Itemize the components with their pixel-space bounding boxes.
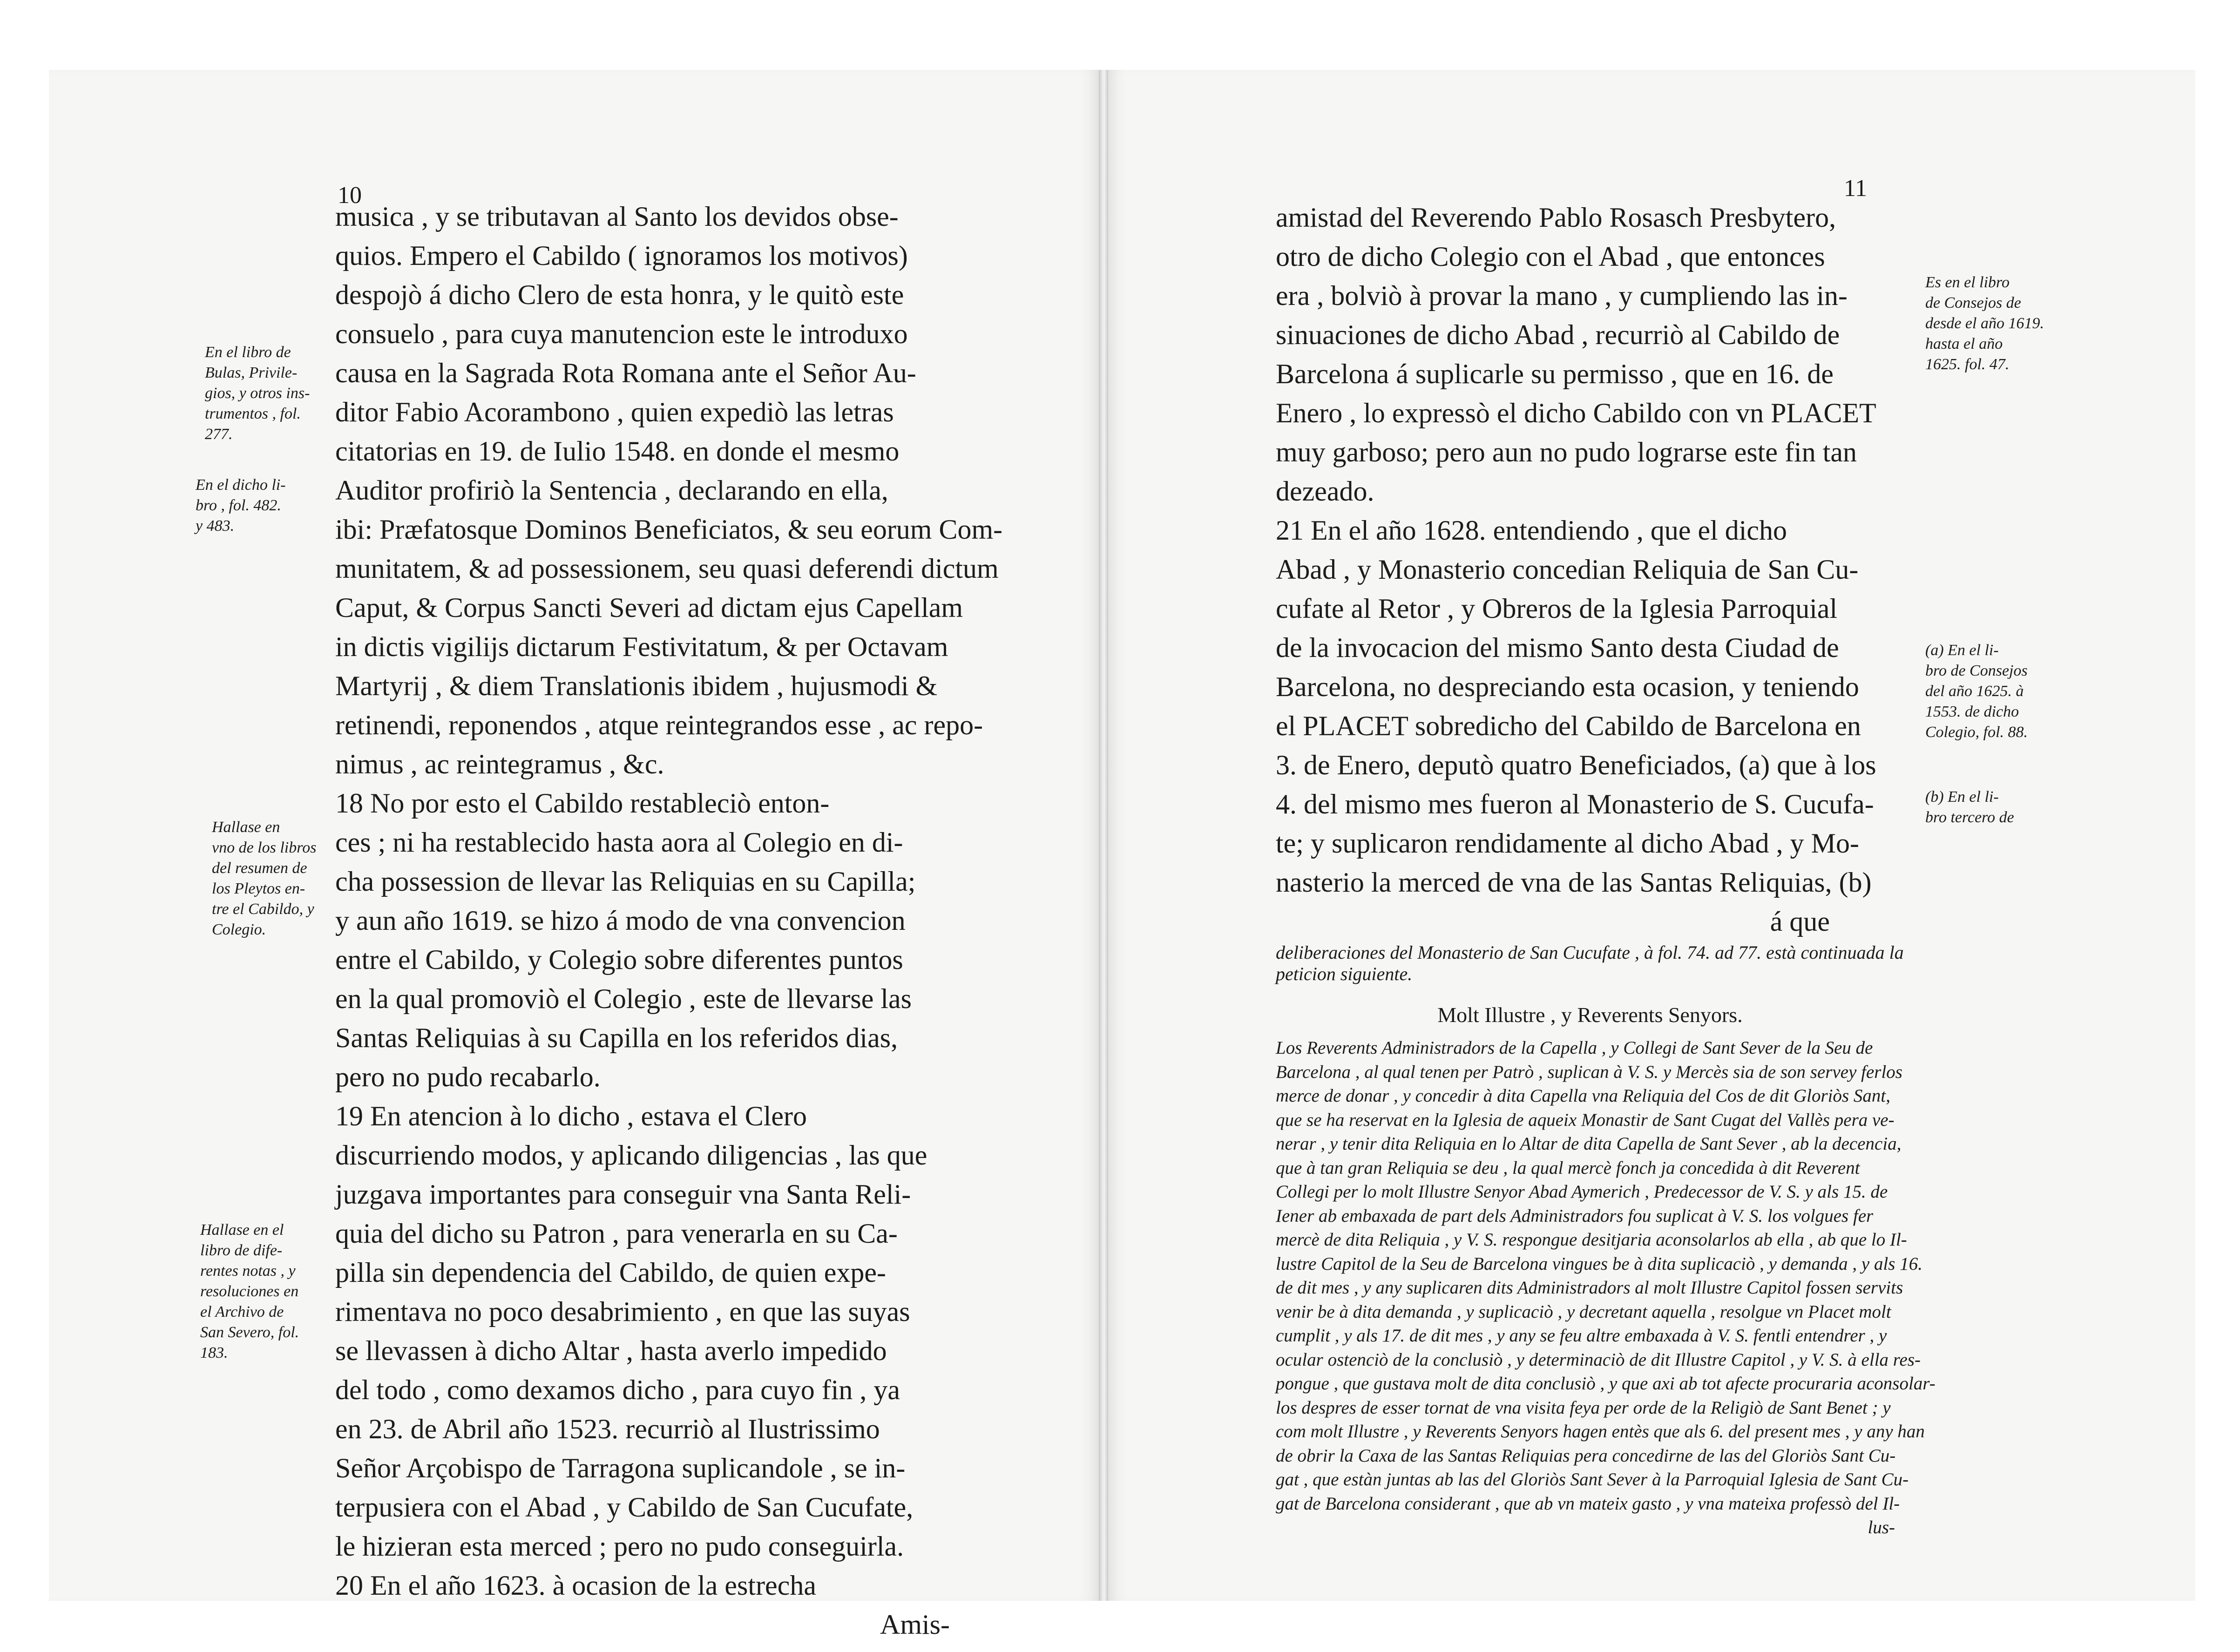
body-line: en 23. de Abril año 1523. recurriò al Ilustrissimo bbox=[335, 1414, 880, 1444]
margin-note-line: Colegio, fol. 88. bbox=[1925, 724, 2028, 741]
margin-note-line: Bulas, Privile- bbox=[205, 364, 298, 381]
left-margin-note-1 bbox=[205, 342, 310, 445]
body-line: rimentava no poco desabrimiento , en que las suyas bbox=[335, 1296, 910, 1327]
body-line: Auditor profiriò la Sentencia , declarando en ella, bbox=[335, 475, 888, 506]
body-line: otro de dicho Colegio con el Abad , que entonces bbox=[1276, 241, 1825, 272]
letter-line: com molt Illustre , y Reverents Senyors hagen entès que als 6. del present mes , y any han bbox=[1276, 1422, 1925, 1442]
left-margin-note-2 bbox=[196, 475, 286, 536]
body-line: á que bbox=[1770, 906, 1830, 937]
right-margin-note-3 bbox=[1925, 787, 2014, 828]
letter-line: gat , que estàn juntas ab las del Gloriòs Sant Sever à la Parroquial Iglesia de Sant Cu- bbox=[1276, 1469, 1909, 1490]
margin-note-line: (b) En el li- bbox=[1925, 788, 1999, 806]
margin-note-line: los Pleytos en- bbox=[212, 880, 305, 897]
body-line: Caput, & Corpus Sancti Severi ad dictam ejus Capellam bbox=[335, 592, 963, 623]
letter-line: ocular ostenciò de la conclusiò , y determinaciò de dit Illustre Capitol , y V. S. à ella res- bbox=[1276, 1349, 1921, 1370]
body-line: musica , y se tributavan al Santo los devidos obse- bbox=[335, 201, 899, 232]
letter-line: gat de Barcelona considerant , que ab vn mateix gasto , y vna mateixa professò del Il- bbox=[1276, 1493, 1900, 1514]
body-line: 4. del mismo mes fueron al Monasterio de S. Cucufa- bbox=[1276, 789, 1874, 819]
letter-line: Los Reverents Administradors de la Capella , y Collegi de Sant Sever de la Seu de bbox=[1276, 1038, 1873, 1058]
letter-line: Iener ab embaxada de part dels Administradors fou suplicat à V. S. los volgues fer bbox=[1276, 1205, 1874, 1226]
body-line: terpusiera con el Abad , y Cabildo de San Cucufate, bbox=[335, 1492, 914, 1523]
margin-note-line: Hallase en bbox=[212, 819, 280, 836]
letter-line: Collegi per lo molt Illustre Senyor Abad Aymerich , Predecessor de V. S. y als 15. de bbox=[1276, 1182, 1888, 1202]
body-line: muy garboso; pero aun no pudo lograrse este fin tan bbox=[1276, 437, 1857, 467]
right-margin-note-1 bbox=[1925, 272, 2044, 375]
margin-note-line: el Archivo de bbox=[200, 1303, 284, 1320]
letter-line: cumplit , y als 17. de dit mes , y any se feu altre embaxada à V. S. fentli entendrer , y bbox=[1276, 1326, 1887, 1346]
body-line: juzgava importantes para conseguir vna Santa Reli- bbox=[335, 1179, 911, 1210]
body-line: despojò á dicho Clero de esta honra, y le quitò este bbox=[335, 279, 904, 310]
body-line: Martyrij , & diem Translationis ibidem , hujusmodi & bbox=[335, 670, 938, 701]
body-line: Santas Reliquias à su Capilla en los referidos dias, bbox=[335, 1022, 898, 1053]
margin-note-line: 277. bbox=[205, 426, 233, 443]
body-line: era , bolviò à provar la mano , y cumpliendo las in- bbox=[1276, 280, 1847, 311]
body-line: 20 En el año 1623. à ocasion de la estrecha bbox=[335, 1570, 816, 1601]
body-line: cha possession de llevar las Reliquias en su Capilla; bbox=[335, 866, 916, 897]
margin-note-line: vno de los libros bbox=[212, 839, 317, 856]
letter-line: pongue , que gustava molt de dita conclusiò , y que axi ab tot afecte procuraria aconsolar- bbox=[1276, 1374, 1935, 1394]
footnote-line: peticion siguiente. bbox=[1276, 963, 1413, 984]
body-line: nasterio la merced de vna de las Santas Reliquias, (b) bbox=[1276, 867, 1872, 898]
margin-note-line: Es en el libro bbox=[1925, 274, 2010, 291]
body-line: Enero , lo expressò el dicho Cabildo con vn PLACET bbox=[1276, 398, 1876, 428]
body-line: 19 En atencion à lo dicho , estava el Clero bbox=[335, 1101, 807, 1131]
book-gutter bbox=[1099, 70, 1108, 1601]
letter-line: merce de donar , y concedir à dita Capella vna Reliquia del Cos de dit Gloriòs Sant, bbox=[1276, 1086, 1891, 1106]
margin-note-line: Colegio. bbox=[212, 921, 266, 938]
body-line: pilla sin dependencia del Cabildo, de quien expe- bbox=[335, 1257, 886, 1288]
margin-note-line: bro , fol. 482. bbox=[196, 497, 281, 514]
body-line: 21 En el año 1628. entendiendo , que el dicho bbox=[1276, 515, 1787, 546]
left-margin-note-3 bbox=[212, 817, 316, 940]
margin-note-line: resoluciones en bbox=[200, 1283, 299, 1300]
body-line: citatorias en 19. de Iulio 1548. en donde el mesmo bbox=[335, 436, 900, 467]
body-line: retinendi, reponendos , atque reintegrandos esse , ac repo- bbox=[335, 710, 983, 740]
letter-line: nerar , y tenir dita Reliquia en lo Altar de dita Capella de Sant Sever , ab la decencia, bbox=[1276, 1134, 1902, 1154]
letter-line: de dit mes , y any suplicaren dits Administradors al molt Illustre Capitol fossen servits bbox=[1276, 1278, 1903, 1298]
letter-line: de obrir la Caxa de las Santas Reliquias pera concedirne de las del Gloriòs Sant Cu- bbox=[1276, 1445, 1896, 1466]
margin-note-line: hasta el año bbox=[1925, 335, 2003, 352]
margin-note-line: rentes notas , y bbox=[200, 1262, 296, 1280]
left-body-text bbox=[335, 197, 1003, 1644]
body-line: se llevassen à dicho Altar , hasta averlo impedido bbox=[335, 1335, 887, 1366]
body-line: ibi: Præfatosque Dominos Beneficiatos, & seu eorum Com- bbox=[335, 514, 1003, 545]
body-line: del todo , como dexamos dicho , para cuyo fin , ya bbox=[335, 1374, 900, 1405]
body-line: amistad del Reverendo Pablo Rosasch Presbytero, bbox=[1276, 202, 1836, 233]
body-line: te; y suplicaron rendidamente al dicho Abad , y Mo- bbox=[1276, 828, 1859, 859]
right-main-lines bbox=[1276, 198, 1904, 941]
body-line: causa en la Sagrada Rota Romana ante el Señor Au- bbox=[335, 358, 916, 388]
body-line: pero no pudo recabarlo. bbox=[335, 1062, 601, 1092]
margin-note-line: bro tercero de bbox=[1925, 809, 2014, 826]
body-line: ditor Fabio Acorambono , quien expediò las letras bbox=[335, 397, 894, 427]
letter-line: lustre Capitol de la Seu de Barcelona vingues be à dita suplicaciò , y demanda , y als 16. bbox=[1276, 1253, 1922, 1274]
left-page-number: 10 bbox=[338, 182, 362, 209]
margin-note-line: libro de dife- bbox=[200, 1242, 283, 1259]
margin-note-line: En el dicho li- bbox=[196, 476, 286, 494]
margin-note-line: y 483. bbox=[196, 517, 235, 535]
margin-note-line: gios, y otros ins- bbox=[205, 385, 310, 402]
margin-note-line: San Severo, fol. bbox=[200, 1324, 299, 1341]
margin-note-line: trumentos , fol. bbox=[205, 405, 301, 422]
body-line: cufate al Retor , y Obreros de la Iglesia Parroquial bbox=[1276, 593, 1838, 624]
body-line: el PLACET sobredicho del Cabildo de Barcelona en bbox=[1276, 711, 1861, 741]
right-margin-note-2 bbox=[1925, 640, 2028, 743]
letter-line: lus- bbox=[1868, 1517, 1895, 1537]
body-line: entre el Cabildo, y Colegio sobre diferentes puntos bbox=[335, 944, 903, 975]
margin-note-line: de Consejos de bbox=[1925, 294, 2021, 311]
right-body-text bbox=[1276, 198, 1935, 1540]
letter-text bbox=[1276, 1036, 1935, 1540]
right-footnote bbox=[1276, 942, 1904, 985]
letter-line: que à tan gran Reliquia se deu , la qual mercè fonch ja concedida à dit Reverent bbox=[1276, 1158, 1860, 1178]
body-line: consuelo , para cuya manutencion este le introduxo bbox=[335, 318, 908, 349]
body-line: de la invocacion del mismo Santo desta Ciudad de bbox=[1276, 632, 1839, 663]
margin-note-line: Hallase en el bbox=[200, 1221, 284, 1239]
body-line: Señor Arçobispo de Tarragona suplicandole , se in- bbox=[335, 1453, 906, 1483]
right-page-number: 11 bbox=[1844, 175, 1868, 202]
body-line: ces ; ni ha restablecido hasta aora al Colegio en di- bbox=[335, 827, 903, 858]
margin-note-line: 1625. fol. 47. bbox=[1925, 356, 2010, 373]
margin-note-line: En el libro de bbox=[205, 344, 291, 361]
body-line: sinuaciones de dicho Abad , recurriò al Cabildo de bbox=[1276, 319, 1840, 350]
body-line: y aun año 1619. se hizo á modo de vna convencion bbox=[335, 905, 906, 936]
margin-note-line: del año 1625. à bbox=[1925, 683, 2024, 700]
letter-line: mercè de dita Reliquia , y V. S. respongue desitjaria aconsolarlos ab ella , ab que lo Il- bbox=[1276, 1230, 1907, 1250]
body-line: Barcelona, no despreciando esta ocasion, y teniendo bbox=[1276, 671, 1859, 702]
margin-note-line: bro de Consejos bbox=[1925, 662, 2028, 679]
body-line: discurriendo modos, y aplicando diligencias , las que bbox=[335, 1140, 927, 1171]
margin-note-line: (a) En el li- bbox=[1925, 642, 1999, 659]
letter-line: venir be à dita demanda , y suplicaciò , y decretant aquella , resolgue vn Placet molt bbox=[1276, 1301, 1891, 1322]
body-line: le hizieran esta merced ; pero no pudo conseguirla. bbox=[335, 1531, 904, 1562]
body-line: nimus , ac reintegramus , &c. bbox=[335, 749, 664, 779]
left-margin-note-4 bbox=[200, 1220, 299, 1363]
letter-heading: Molt Illustre , y Reverents Senyors. bbox=[1437, 1003, 1743, 1027]
body-line: Barcelona á suplicarle su permisso , que en 16. de bbox=[1276, 359, 1834, 389]
body-line: in dictis vigilijs dictarum Festivitatum, & per Octavam bbox=[335, 631, 948, 662]
body-line: 3. de Enero, deputò quatro Beneficiados, (a) que à los bbox=[1276, 750, 1876, 780]
footnote-line: deliberaciones del Monasterio de San Cucufate , à fol. 74. ad 77. està continuada la bbox=[1276, 942, 1904, 963]
letter-line: que se ha reservat en la Iglesia de aqueix Monastir de Sant Cugat del Vallès pera ve- bbox=[1276, 1110, 1895, 1130]
body-line: quios. Empero el Cabildo ( ignoramos los motivos) bbox=[335, 240, 908, 271]
letter-line: los despres de esser tornat de vna visita feya per orde de la Religiò de Sant Benet ; y bbox=[1276, 1397, 1891, 1418]
margin-note-line: tre el Cabildo, y bbox=[212, 900, 314, 918]
margin-note-line: 1553. de dicho bbox=[1925, 703, 2019, 720]
body-line: 18 No por esto el Cabildo restableciò enton- bbox=[335, 788, 830, 819]
body-line: Abad , y Monasterio concedian Reliquia de San Cu- bbox=[1276, 554, 1859, 585]
body-line: quia del dicho su Patron , para venerarla en su Ca- bbox=[335, 1218, 898, 1249]
body-line: en la qual promoviò el Colegio , este de llevarse las bbox=[335, 983, 912, 1014]
margin-note-line: desde el año 1619. bbox=[1925, 315, 2044, 332]
body-line: Amis- bbox=[880, 1609, 950, 1640]
letter-line: Barcelona , al qual tenen per Patrò , suplican à V. S. y Mercès sia de son servey ferlos bbox=[1276, 1062, 1902, 1082]
margin-note-line: del resumen de bbox=[212, 860, 307, 877]
body-line: munitatem, & ad possessionem, seu quasi deferendi dictum bbox=[335, 553, 999, 584]
body-line: dezeado. bbox=[1276, 476, 1374, 507]
margin-note-line: 183. bbox=[200, 1344, 228, 1361]
